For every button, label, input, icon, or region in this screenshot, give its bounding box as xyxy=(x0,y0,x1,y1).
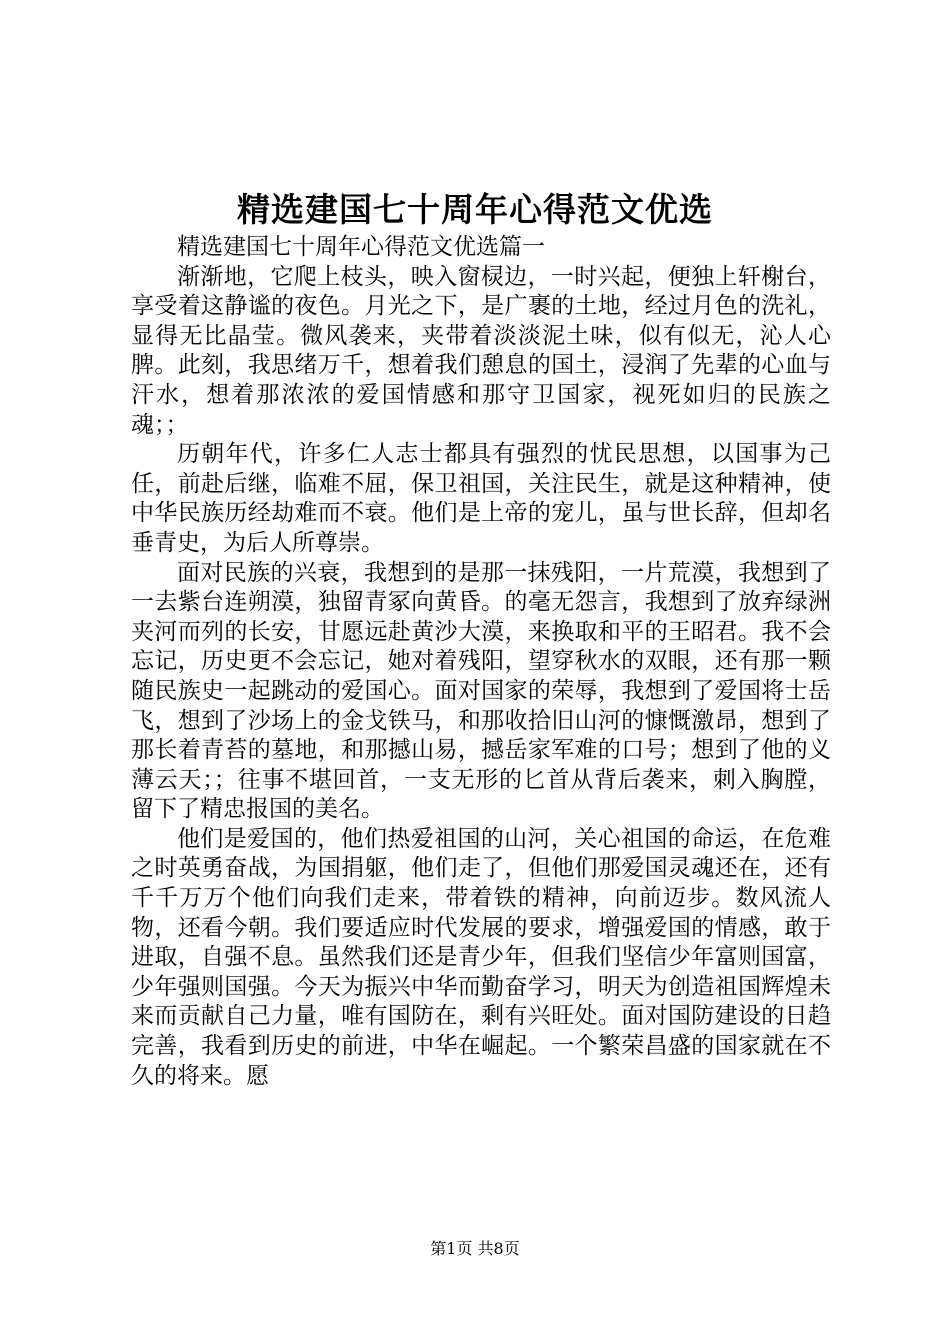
paragraph-4: 他们是爱国的，他们热爱祖国的山河，关心祖国的命运，在危难之时英勇奋战，为国捐躯，他们走了，但他们那爱国灵魂还在，还有千千万万个他们向我们走来，带着铁的精神，向前迈步。数风流人物，还看今朝。我们要适应时代发展的要求，增强爱国的情感，敢于进取，自强不息。虽然我们还是青少年，但我们坚信少年富则国富，少年强则国强。今天为振兴中华而勤奋学习，明天为创造祖国辉煌未来而贡献自己力量，唯有国防在，剩有兴旺处。面对国防建设的日趋完善，我看到历史的前进，中华在崛起。一个繁荣昌盛的国家就在不久的将来。愿 xyxy=(131,825,831,1089)
document-title: 精选建国七十周年心得范文优选 xyxy=(237,190,713,229)
paragraph-1: 渐渐地，它爬上枝头，映入窗棂边，一时兴起，便独上轩榭台，享受着这静谧的夜色。月光之下，是广裹的土地，经过月色的洗礼，显得无比晶莹。微风袭来，夹带着淡淡泥土味，似有似无，沁人心脾。此刻，我思绪万千，想着我们憩息的国土，浸润了先辈的心血与汗水，想着那浓浓的爱国情感和那守卫国家，视死如归的民族之魂；； xyxy=(131,263,831,438)
document-body xyxy=(131,233,831,1091)
paragraph-2: 历朝年代，许多仁人志士都具有强烈的忧民思想，以国事为己任，前赴后继，临难不屈，保卫祖国，关注民生，就是这种精神，使中华民族历经劫难而不衰。他们是上帝的宠儿，虽与世长辞，但却名垂青史，为后人所尊崇。 xyxy=(131,441,831,556)
page-number-footer: 第1页 共8页 xyxy=(430,1239,520,1258)
paragraph-3: 面对民族的兴衰，我想到的是那一抹残阳，一片荒漠，我想到了一去紫台连朔漠，独留青冢向黄昏。的毫无怨言，我想到了放弃绿洲夹河而列的长安，甘愿远赴黄沙大漠，来换取和平的王昭君。我不会忘记，历史更不会忘记，她对着残阳，望穿秋水的双眼，还有那一颗随民族史一起跳动的爱国心。面对国家的荣辱，我想到了爱国将士岳飞，想到了沙场上的金戈铁马，和那收拾旧山河的慷慨激昂，想到了那长着青苔的墓地，和那撼山易，撼岳家军难的口号；想到了他的义薄云天；；往事不堪回首，一支无形的匕首从背后袭来，刺入胸膛，留下了精忠报国的美名。 xyxy=(131,559,831,823)
section-heading: 精选建国七十周年心得范文优选篇一 xyxy=(177,234,545,260)
